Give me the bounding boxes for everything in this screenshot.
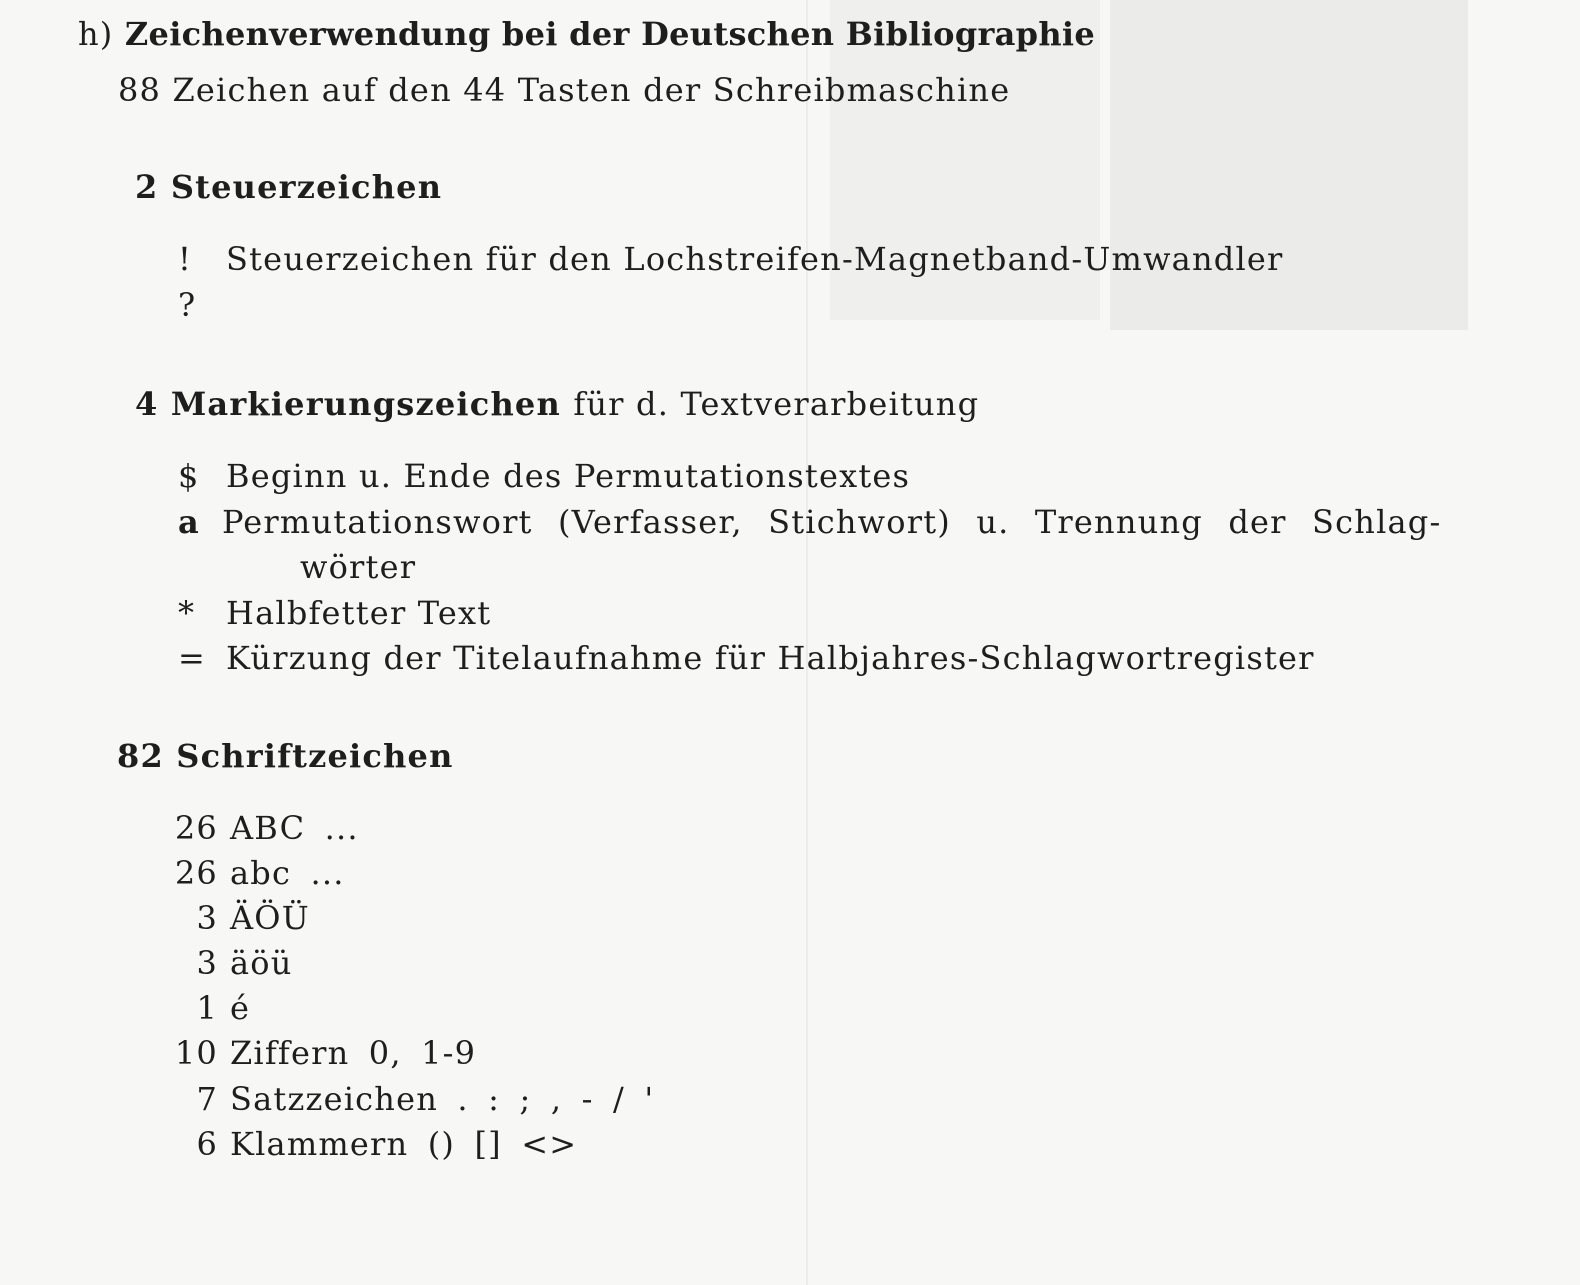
row-count: 3 [196,899,218,937]
section-title: Markierungszeichen [170,385,561,423]
row-count: 1 [196,989,218,1027]
row-text: Klammern () [] <> [230,1125,578,1163]
item-text: Kürzung der Titelaufnahme für Halbjahres-Schlagwortregister [226,639,1315,677]
row-count: 10 [174,1034,218,1072]
list-item [178,456,910,496]
symbol: a [178,503,200,541]
symbol: ! [178,240,193,278]
list-item [168,898,310,938]
list-item [168,1124,577,1164]
row-text: é [230,989,251,1027]
heading-prefix: h) [78,15,114,53]
symbol: = [178,639,207,677]
item-text: Steuerzeichen für den Lochstreifen-Magnetband-Umwandler [226,240,1284,278]
row-text: Ziffern 0, 1-9 [230,1034,477,1072]
symbol: * [178,594,196,632]
list-item [168,1079,654,1119]
section-heading-marking [135,384,979,424]
item-text: Beginn u. Ende des Permutationstextes [226,457,911,495]
intro-line: 88 Zeichen auf den 44 Tasten der Schreibmaschine [118,71,1011,109]
list-item [168,943,293,983]
section-count: 4 [135,385,159,423]
row-text: Satzzeichen . : ; , - / ' [230,1080,655,1118]
row-count: 26 [174,854,218,892]
section-title: Steuerzeichen [170,168,443,206]
section-count: 82 [117,737,164,775]
list-item [168,1033,476,1073]
list-item [168,808,359,848]
show-through-shading [1110,0,1468,330]
heading-title: Zeichenverwendung bei der Deutschen Bibliographie [124,15,1096,53]
section-heading-characters [117,736,454,776]
symbol: $ [178,457,200,495]
list-item [178,638,1315,678]
section-count: 2 [135,168,159,206]
item-continuation: wörter [300,548,417,586]
list-item [178,285,226,325]
section-heading-control [135,167,442,207]
row-count: 6 [196,1125,218,1163]
row-count: 7 [196,1080,218,1118]
row-count: 3 [196,944,218,982]
row-count: 26 [174,809,218,847]
item-text: Halbfetter Text [226,594,492,632]
list-item [178,239,1284,279]
row-text: ABC ... [230,809,359,847]
list-item [168,988,250,1028]
item-text: Permutationswort (Verfasser, Stichwort) u. Trennung der Schlag- [222,503,1442,541]
row-text: ÄÖÜ [230,899,310,937]
list-item [178,502,1448,542]
list-item [178,593,491,633]
section-title: Schriftzeichen [176,737,454,775]
row-text: äöü [230,944,293,982]
section-suffix: für d. Textverarbeitung [573,385,980,423]
row-text: abc ... [230,854,345,892]
list-item [168,853,345,893]
page-heading [78,14,1095,54]
symbol: ? [178,286,197,324]
